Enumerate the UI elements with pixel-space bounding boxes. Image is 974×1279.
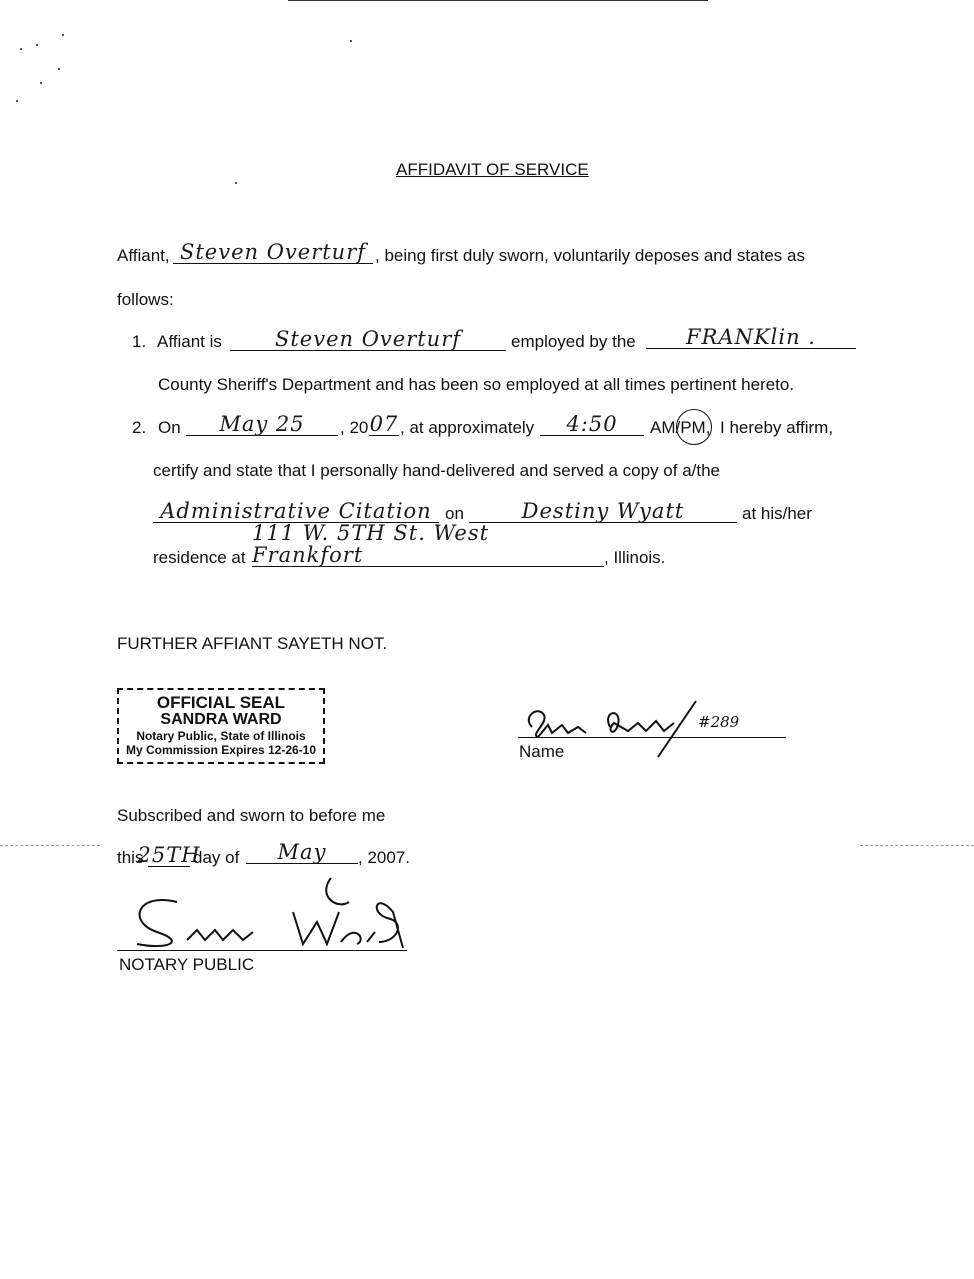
am-pm-label: AM/PM, (650, 418, 711, 437)
notary-signature-graphic (117, 882, 407, 952)
affiant-label: Affiant, (117, 246, 170, 265)
affiant-is-field (230, 325, 506, 351)
document-type-field (153, 497, 439, 523)
official-seal-stamp (117, 688, 325, 764)
employed-by-label: employed by the (511, 332, 636, 351)
time-field (540, 410, 644, 436)
seal-commission: My Commission Expires 12-26-10 (125, 743, 317, 757)
item-1-number: 1. (132, 332, 147, 351)
notary-public-label: NOTARY PUBLIC (119, 955, 255, 974)
served-person-field (469, 497, 737, 523)
certify-text: certify and state that I personally hand-delivered and served a copy of a/the (153, 461, 721, 480)
on-label: On (158, 418, 181, 437)
scan-speck (350, 40, 352, 42)
affiant-name-handwritten: Steven Overturf (179, 240, 367, 264)
time-handwritten: 4:50 (566, 412, 618, 436)
item-1-label: Affiant is (157, 332, 222, 351)
top-edge-line (288, 0, 708, 1)
scan-speck (40, 82, 42, 84)
scan-speck (16, 100, 18, 102)
date-field (186, 410, 338, 436)
seal-notary-state: Notary Public, State of Illinois (136, 729, 306, 743)
name-label: Name (519, 742, 565, 761)
day-handwritten: 25TH (137, 843, 201, 867)
pm-circle-mark (676, 409, 712, 445)
svg-text:#289: #289 (698, 713, 740, 731)
seal-title: OFFICIAL SEAL (156, 693, 286, 712)
state-text: , Illinois. (604, 548, 666, 567)
affiant-name-field (173, 238, 373, 264)
scan-speck (62, 34, 64, 36)
residence-label: residence at (153, 548, 246, 567)
subscribed-text: Subscribed and sworn to before me (117, 806, 386, 825)
day-field (137, 841, 201, 867)
notary-signature-line (117, 904, 407, 951)
scan-artifact-line (0, 845, 100, 846)
affiant-is-handwritten: Steven Overturf (274, 327, 462, 351)
approx-label: , at approximately (400, 418, 535, 437)
seal-notary-name: SANDRA WARD (160, 711, 282, 728)
intro-follows: follows: (117, 290, 174, 309)
scan-artifact-line (860, 845, 974, 846)
on-person-label: on (445, 504, 464, 523)
date-handwritten: May 25 (219, 412, 305, 436)
scan-speck (20, 48, 22, 50)
year-prefix: , 20 (340, 418, 369, 437)
year-suffix-field (369, 410, 399, 436)
item-1-continuation: County Sheriff's Department and has been so employed at all times pertinent hereto. (158, 375, 795, 394)
month-field (246, 838, 358, 864)
at-his-her-text: at his/her (742, 504, 812, 523)
year-text: , 2007. (358, 848, 410, 867)
affirm-text: I hereby affirm, (720, 418, 834, 437)
intro-text: , being first duly sworn, voluntarily deposes and states as (375, 246, 805, 265)
residence-address-handwritten: 111 W. 5TH St. West Frankfort (252, 521, 490, 567)
scan-speck (235, 182, 237, 184)
served-person-handwritten: Destiny Wyatt (521, 499, 685, 523)
county-field (646, 323, 856, 349)
day-of-label: day of (193, 848, 240, 867)
item-2-number: 2. (132, 418, 147, 437)
month-handwritten: May (277, 840, 327, 864)
residence-address-field (252, 521, 604, 567)
document-type-handwritten: Administrative Citation (160, 499, 432, 523)
document-title: AFFIDAVIT OF SERVICE (396, 160, 589, 179)
scan-speck (36, 44, 38, 46)
county-handwritten: FRANKlin . (686, 325, 816, 349)
scan-speck (58, 68, 60, 70)
further-affiant-text: FURTHER AFFIANT SAYETH NOT. (117, 634, 388, 653)
this-label: this (117, 848, 144, 867)
affiant-signature-line (518, 705, 786, 738)
year-suffix-handwritten: 07 (369, 412, 399, 436)
